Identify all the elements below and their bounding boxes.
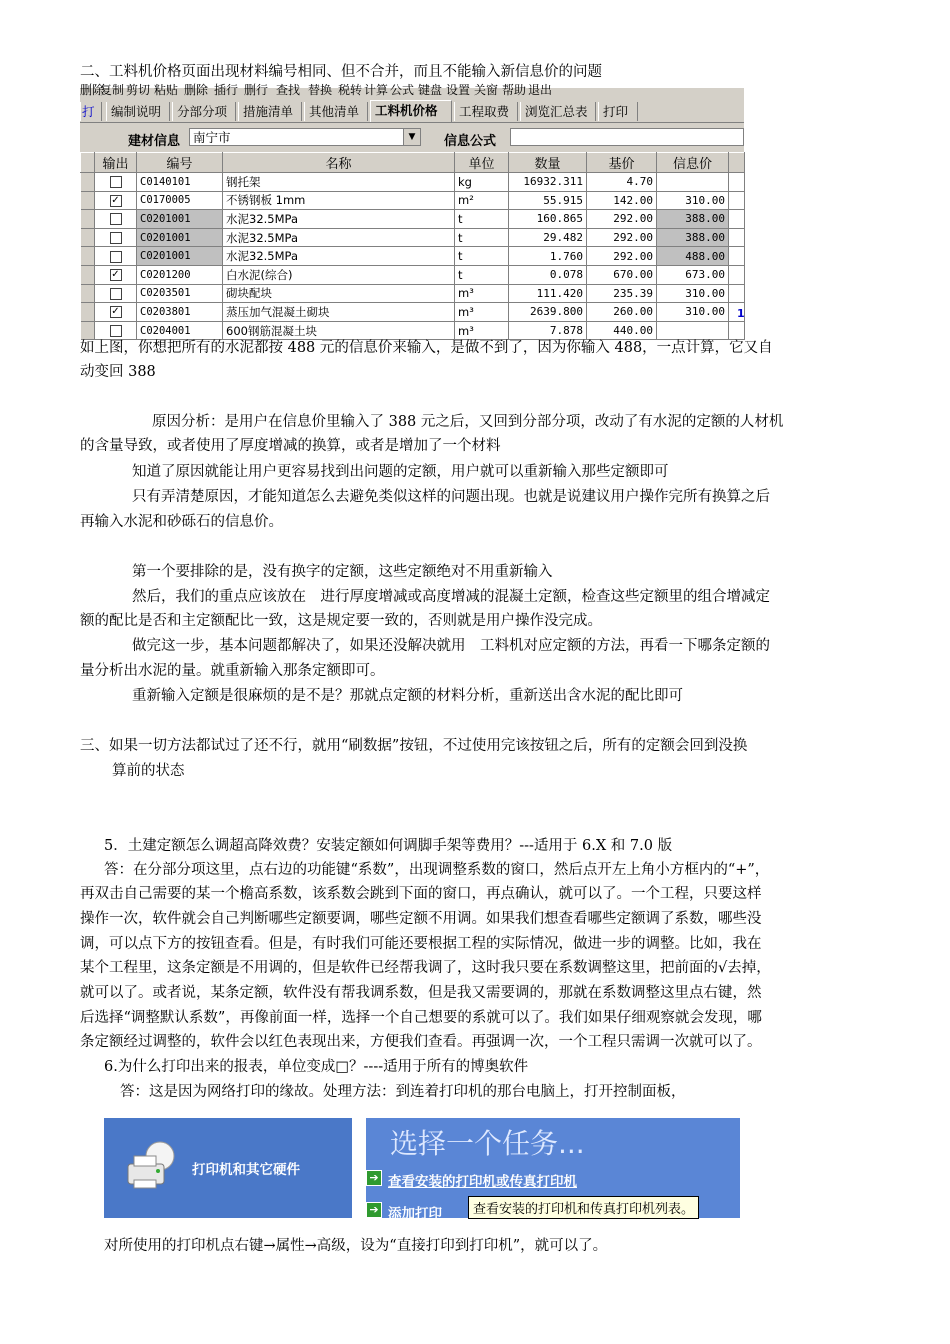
row-header-corner: [81, 153, 95, 173]
tab-sub-items[interactable]: 分部分项: [172, 102, 236, 121]
tab-print-left[interactable]: 打: [80, 102, 102, 121]
answer-6: 答：这是因为网络打印的缘故。处理方法：到连着打印机的那台电脑上，打开控制面板，: [120, 1084, 686, 1100]
printer-category-panel[interactable]: [104, 1118, 352, 1218]
formula-label: 信息公式: [444, 134, 497, 149]
paragraph-7-line-1: 做完这一步，基本问题都解决了，如果还没解决就用 工料机对应定额的方法，再看一下哪条定额的: [132, 638, 770, 654]
info-price-cell[interactable]: 673.00: [657, 265, 729, 284]
quantity-cell[interactable]: 0.078: [509, 265, 587, 284]
col-quantity[interactable]: 数量: [509, 153, 587, 173]
menu-item[interactable]: 帮助: [502, 83, 527, 97]
row-header: [81, 210, 95, 229]
col-extra: [729, 153, 745, 173]
code-cell[interactable]: C0201001: [137, 247, 223, 266]
table-row[interactable]: [81, 191, 745, 210]
paragraph-3: 知道了原因就能让用户更容易找到出问题的定额，用户就可以重新输入那些定额即可: [132, 464, 669, 480]
name-cell[interactable]: 白水泥(综合): [223, 265, 455, 284]
quantity-cell[interactable]: 29.482: [509, 228, 587, 247]
menu-item[interactable]: 复制: [100, 83, 125, 97]
control-panel-screenshot: [104, 1118, 740, 1222]
quantity-cell[interactable]: 111.420: [509, 284, 587, 303]
unit-cell[interactable]: t: [455, 228, 509, 247]
base-price-cell[interactable]: 440.00: [587, 321, 657, 340]
output-checkbox[interactable]: [95, 173, 137, 192]
checkbox-icon[interactable]: [110, 325, 122, 337]
paragraph-7-line-2: 量分析出水泥的量。就重新输入那条定额即可。: [80, 663, 385, 679]
arrow-right-icon: ➔: [366, 1170, 382, 1186]
paragraph-6-line-2: 额的配比是否和主定额配比一致，这是规定要一致的，否则就是用户操作没完成。: [80, 613, 602, 629]
table-row[interactable]: [81, 173, 745, 192]
edge-marker: 1: [737, 307, 745, 320]
table-row[interactable]: [81, 303, 745, 322]
output-checkbox[interactable]: [95, 265, 137, 284]
tab-bar: [80, 100, 744, 123]
name-cell[interactable]: 水泥32.5MPa: [223, 247, 455, 266]
task-tooltip: 查看安装的打印机和传真打印机列表。: [468, 1196, 699, 1219]
question-5: 5．土建定额怎么调超高降效费？安装定额如何调脚手架等费用？---适用于 6.X 和 7.0 版: [104, 838, 673, 854]
task-title: 选择一个任务...: [390, 1127, 585, 1160]
unit-cell[interactable]: t: [455, 247, 509, 266]
row-header: [81, 228, 95, 247]
tab-print[interactable]: 打印: [598, 102, 638, 121]
tab-fees[interactable]: 工程取费: [454, 102, 518, 121]
extra-cell: [729, 210, 745, 229]
city-select-value: 南宁市: [193, 130, 231, 145]
unit-cell[interactable]: m³: [455, 303, 509, 322]
name-cell[interactable]: 600钢筋混凝土块: [223, 321, 455, 340]
paragraph-4-line-1: 只有弄清楚原因，才能知道怎么去避免类似这样的问题出现。也就是说建议用户操作完所有换算之后: [132, 489, 770, 505]
unit-cell[interactable]: m³: [455, 321, 509, 340]
filter-label: 建材信息: [128, 134, 181, 149]
info-price-cell[interactable]: 310.00: [657, 191, 729, 210]
unit-cell[interactable]: kg: [455, 173, 509, 192]
output-checkbox[interactable]: [95, 228, 137, 247]
output-checkbox[interactable]: [95, 303, 137, 322]
name-cell[interactable]: 不锈钢板 1mm: [223, 191, 455, 210]
material-table: [80, 152, 744, 338]
printer-category-label: 打印机和其它硬件: [192, 1162, 300, 1178]
paragraph-2-line-1: 原因分析：是用户在信息价里输入了 388 元之后，又回到分部分项，改动了有水泥的定额的人材机: [152, 414, 784, 430]
answer-5-line-6: 就可以了。或者说，某条定额，软件没有帮我调系数，但是我又需要调的，那就在系数调整这里点右键，然: [80, 985, 762, 1001]
tab-compile-notes[interactable]: 编制说明: [106, 102, 170, 121]
menu-item[interactable]: 替换: [308, 83, 333, 97]
col-output[interactable]: 输出: [95, 153, 137, 173]
output-checkbox[interactable]: [95, 247, 137, 266]
code-cell[interactable]: C0170005: [137, 191, 223, 210]
table-row[interactable]: [81, 210, 745, 229]
section-heading-2: 二、工料机价格页面出现材料编号相同、但不合并，而且不能输入新信息价的问题: [80, 64, 602, 80]
answer-5-line-5: 某个工程里，这条定额是不用调的，但是软件已经帮我调了，这时我只要在系数调整这里，把前面的√去掉，: [80, 960, 771, 976]
checkbox-icon[interactable]: [110, 213, 122, 225]
checkbox-checked-icon[interactable]: ✓: [111, 269, 120, 281]
row-header: [81, 303, 95, 322]
quantity-cell[interactable]: 160.865: [509, 210, 587, 229]
output-checkbox[interactable]: [95, 210, 137, 229]
name-cell[interactable]: 钢托架: [223, 173, 455, 192]
code-cell[interactable]: C0201001: [137, 228, 223, 247]
extra-cell: [729, 173, 745, 192]
checkbox-icon[interactable]: [110, 232, 122, 244]
code-cell[interactable]: C0203801: [137, 303, 223, 322]
extra-cell: [729, 191, 745, 210]
code-cell[interactable]: C0201200: [137, 265, 223, 284]
material-price-screenshot: [80, 83, 745, 338]
col-info-price[interactable]: 信息价: [657, 153, 729, 173]
answer-5-line-1: 答：在分部分项这里，点右边的功能键“系数”，出现调整系数的窗口，然后点开左上角小方框内的“+”，: [104, 862, 770, 878]
col-unit[interactable]: 单位: [455, 153, 509, 173]
name-cell[interactable]: 水泥32.5MPa: [223, 228, 455, 247]
checkbox-icon[interactable]: [110, 251, 122, 263]
table-row[interactable]: [81, 247, 745, 266]
row-header: [81, 247, 95, 266]
info-price-cell[interactable]: 488.00: [657, 247, 729, 266]
quantity-cell[interactable]: 1.760: [509, 247, 587, 266]
info-price-cell[interactable]: 388.00: [657, 210, 729, 229]
task-add-printer[interactable]: [369, 1202, 442, 1222]
info-price-cell[interactable]: [657, 173, 729, 192]
base-price-cell[interactable]: 235.39: [587, 284, 657, 303]
section-heading-3-line-1: 三、如果一切方法都试过了还不行，就用“刷数据”按钮，不过使用完该按钮之后，所有的定额会回到没换: [80, 738, 748, 754]
extra-cell: [729, 265, 745, 284]
menu-item[interactable]: 查找: [276, 83, 301, 97]
table-header: [81, 153, 745, 173]
base-price-cell[interactable]: 260.00: [587, 303, 657, 322]
extra-cell: [729, 284, 745, 303]
code-cell[interactable]: C0201001: [137, 210, 223, 229]
last-paragraph: 对所使用的打印机点右键→属性→高级，设为“直接打印到打印机”，就可以了。: [104, 1238, 608, 1254]
paragraph-2-line-2: 的含量导致，或者使用了厚度增减的换算，或者是增加了一个材料: [80, 438, 501, 454]
tab-other-list[interactable]: 其他清单: [304, 102, 368, 121]
checkbox-icon[interactable]: [110, 288, 122, 300]
name-cell[interactable]: 蒸压加气混凝土砌块: [223, 303, 455, 322]
tab-summary[interactable]: 浏览汇总表: [520, 102, 596, 121]
info-price-cell[interactable]: 388.00: [657, 228, 729, 247]
menu-item[interactable]: 删除: [80, 83, 105, 97]
answer-5-line-3: 操作一次，软件就会自己判断哪些定额要调，哪些定额不用调。如果我们想查看哪些定额调了系数，哪些没: [80, 911, 762, 927]
unit-cell[interactable]: t: [455, 210, 509, 229]
row-header: [81, 265, 95, 284]
task-panel: [366, 1118, 740, 1222]
question-6: 6.为什么打印出来的报表，单位变成□？----适用于所有的博奥软件: [104, 1059, 529, 1075]
output-checkbox[interactable]: [95, 284, 137, 303]
base-price-cell[interactable]: 4.70: [587, 173, 657, 192]
info-price-cell[interactable]: 310.00: [657, 303, 729, 322]
paragraph-1-line-2: 动变回 388: [80, 364, 156, 380]
code-cell[interactable]: C0204001: [137, 321, 223, 340]
printer-icon: [122, 1138, 180, 1196]
tab-measures[interactable]: 措施清单: [238, 102, 302, 121]
table-row[interactable]: [81, 265, 745, 284]
menu-item[interactable]: 计算: [364, 83, 389, 97]
unit-cell[interactable]: m³: [455, 284, 509, 303]
answer-5-line-8: 条定额经过调整的，软件会以红色表现出来，方便我们查看。再强调一次，一个工程只需调一次就可以了。: [80, 1034, 762, 1050]
answer-5-line-7: 后选择“调整默认系数”，再像前面一样，选择一个自己想要的系就可以了。我们如果仔细观察就会发现，哪: [80, 1010, 762, 1026]
paragraph-4-line-2: 再输入水泥和砂砾石的信息价。: [80, 514, 283, 530]
answer-5-line-4: 调，可以点下方的按钮查看。但是，有时我们可能还要根据工程的实际情况，做进一步的调整。比如，我在: [80, 936, 762, 952]
output-checkbox[interactable]: [95, 191, 137, 210]
paragraph-5: 第一个要排除的是，没有换字的定额，这些定额绝对不用重新输入: [132, 564, 553, 580]
unit-cell[interactable]: m²: [455, 191, 509, 210]
col-base-price[interactable]: 基价: [587, 153, 657, 173]
paragraph-6-line-1: 然后，我们的重点应该放在 进行厚度增减或高度增减的混凝土定额，检查这些定额里的组合增减定: [132, 589, 770, 605]
info-price-cell[interactable]: 310.00: [657, 284, 729, 303]
base-price-cell[interactable]: 292.00: [587, 210, 657, 229]
tab-material-price[interactable]: 工料机价格: [370, 100, 452, 122]
code-cell[interactable]: C0140101: [137, 173, 223, 192]
base-price-cell[interactable]: 142.00: [587, 191, 657, 210]
menu-item[interactable]: 设置: [446, 83, 471, 97]
paragraph-8: 重新输入定额是很麻烦的是不是？那就点定额的材料分析，重新送出含水泥的配比即可: [132, 688, 683, 704]
name-cell[interactable]: 水泥32.5MPa: [223, 210, 455, 229]
extra-cell: [729, 247, 745, 266]
task-add-printer-label: 添加打印: [388, 1206, 442, 1222]
menu-item[interactable]: 公式: [390, 83, 415, 97]
row-header: [81, 173, 95, 192]
base-price-cell[interactable]: 670.00: [587, 265, 657, 284]
menu-item[interactable]: 粘贴: [154, 83, 179, 97]
quantity-cell[interactable]: 7.878: [509, 321, 587, 340]
menu-item[interactable]: 退出: [528, 83, 553, 97]
unit-cell[interactable]: t: [455, 265, 509, 284]
answer-5-line-2: 再双击自己需要的某一个檐高系数，该系数会跳到下面的窗口，再点确认，就可以了。一个工程，只要这样: [80, 886, 762, 902]
menu-bar: [80, 83, 744, 98]
extra-cell: [729, 228, 745, 247]
quantity-cell[interactable]: 2639.800: [509, 303, 587, 322]
section-heading-3-line-2: 算前的状态: [112, 763, 185, 779]
filter-bar: [80, 124, 744, 152]
arrow-right-icon: ➔: [366, 1202, 382, 1218]
checkbox-icon[interactable]: [110, 176, 122, 188]
menu-item[interactable]: 插行: [214, 83, 239, 97]
menu-item[interactable]: 删行: [244, 83, 269, 97]
menu-item[interactable]: 剪切: [126, 83, 151, 97]
formula-input[interactable]: [510, 128, 744, 146]
table-row[interactable]: [81, 284, 745, 303]
row-header: [81, 284, 95, 303]
chevron-down-icon[interactable]: ▼: [403, 129, 420, 145]
col-name[interactable]: 名称: [223, 153, 455, 173]
menu-item[interactable]: 税转: [338, 83, 363, 97]
name-cell[interactable]: 砌块配块: [223, 284, 455, 303]
city-select[interactable]: [189, 128, 421, 146]
quantity-cell[interactable]: 55.915: [509, 191, 587, 210]
task-view-printers-label: 查看安装的打印机或传真打印机: [388, 1174, 577, 1190]
menu-item[interactable]: 关窗: [474, 83, 499, 97]
base-price-cell[interactable]: 292.00: [587, 247, 657, 266]
paragraph-1-line-1: 如上图，你想把所有的水泥都按 488 元的信息价来输入，是做不到了，因为你输入 488，一点计算，它又自: [80, 340, 773, 356]
task-view-printers[interactable]: [369, 1170, 577, 1190]
row-header: [81, 191, 95, 210]
quantity-cell[interactable]: 16932.311: [509, 173, 587, 192]
checkbox-checked-icon[interactable]: ✓: [111, 306, 120, 318]
menu-item[interactable]: 删除: [184, 83, 209, 97]
menu-item[interactable]: 键盘: [418, 83, 443, 97]
base-price-cell[interactable]: 292.00: [587, 228, 657, 247]
code-cell[interactable]: C0203501: [137, 284, 223, 303]
table-row[interactable]: [81, 228, 745, 247]
col-code[interactable]: 编号: [137, 153, 223, 173]
checkbox-checked-icon[interactable]: ✓: [111, 194, 120, 206]
